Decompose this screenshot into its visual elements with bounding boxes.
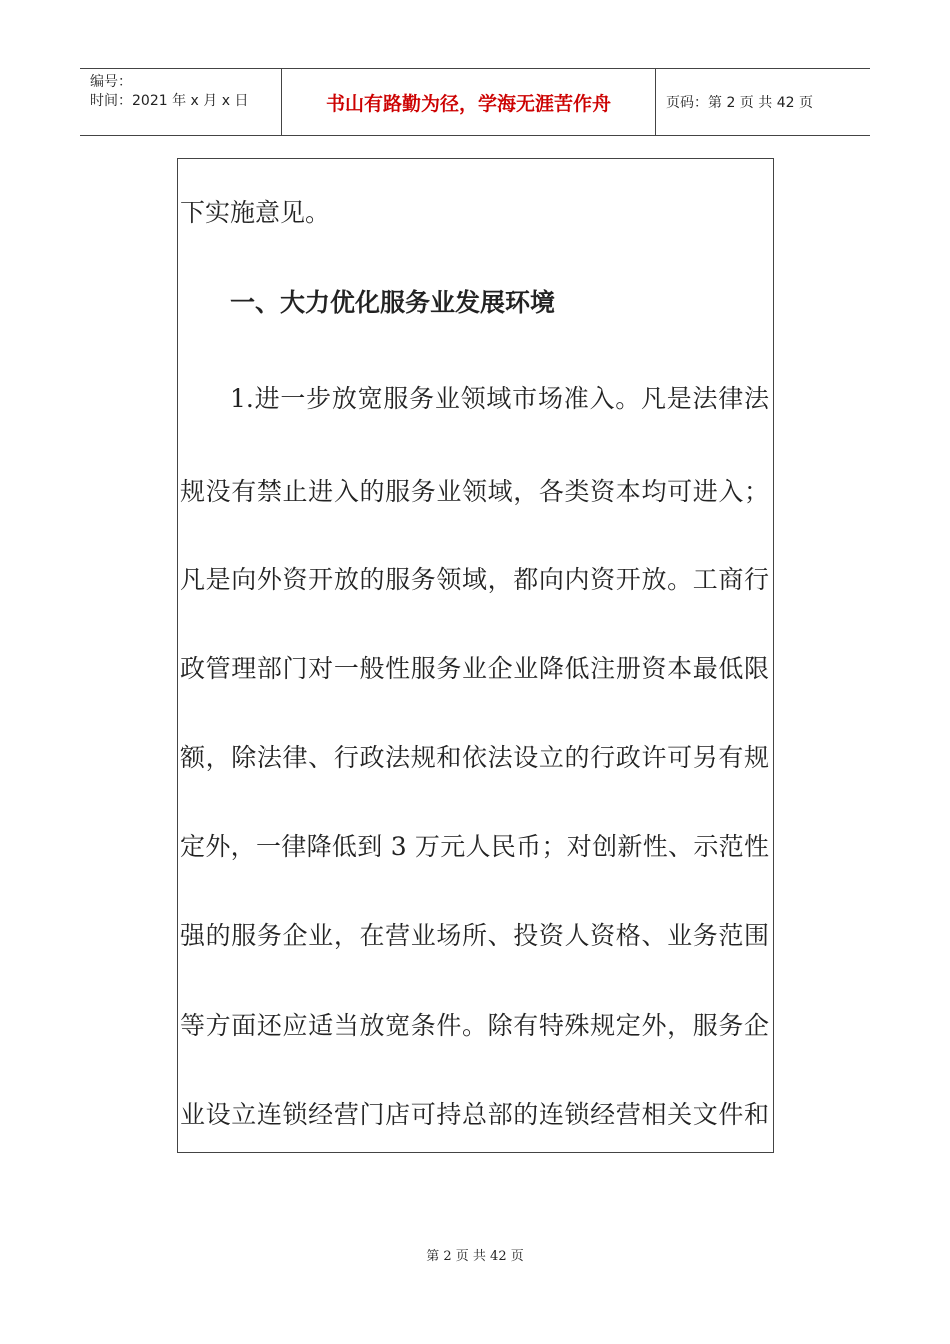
document-time: 时间：2021 年 x 月 x 日 (90, 93, 249, 109)
text-line: 定外，一律降低到 3 万元人民币；对创新性、示范性 (180, 832, 769, 861)
header-page-info: 页码：第 2 页 共 42 页 (666, 95, 813, 111)
text-line: 下实施意见。 (180, 198, 331, 227)
content-frame (177, 158, 774, 1153)
header-meta (80, 69, 282, 135)
header-motto: 书山有路勤为径，学海无涯苦作舟 (282, 69, 656, 135)
text-line: 规没有禁止进入的服务业领域，各类资本均可进入； (180, 477, 769, 506)
document-number-label: 编号： (90, 74, 132, 90)
text-line: 额，除法律、行政法规和依法设立的行政许可另有规 (180, 743, 769, 772)
text-line: 凡是向外资开放的服务领域，都向内资开放。工商行 (180, 565, 769, 594)
text-line: 业设立连锁经营门店可持总部的连锁经营相关文件和 (180, 1100, 769, 1129)
section-heading: 一、大力优化服务业发展环境 (230, 288, 556, 317)
text-line: 1.进一步放宽服务业领域市场准入。凡是法律法 (230, 384, 769, 413)
document-header (80, 68, 870, 136)
text-line: 等方面还应适当放宽条件。除有特殊规定外，服务企 (180, 1011, 769, 1040)
page-footer: 第 2 页 共 42 页 (426, 1249, 524, 1264)
text-line: 强的服务企业，在营业场所、投资人资格、业务范围 (180, 921, 769, 950)
text-line: 政管理部门对一般性服务业企业降低注册资本最低限 (180, 654, 769, 683)
